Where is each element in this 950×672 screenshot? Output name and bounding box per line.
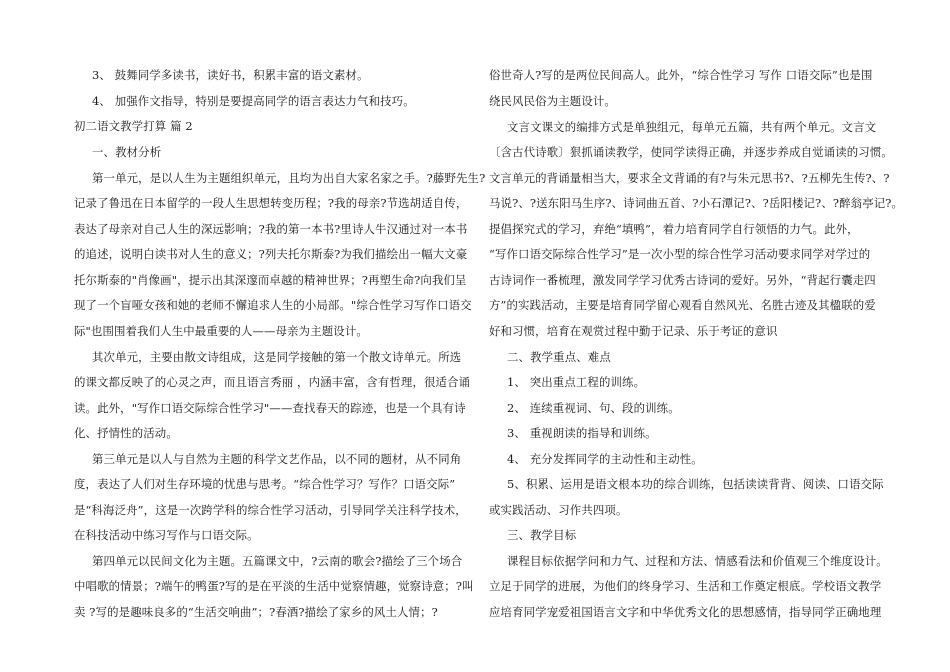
paragraph-line: 俗世奇人?写的是两位民间高人。此外，“综合性学习 写作 口语交际”也是围 [489,68,873,82]
paragraph-line: 提倡探究式的学习，弃绝“填鸭”，着力培育同学自行领悟的力气。此外， [489,222,859,236]
paragraph-line: 托尔斯泰的"肖像画"，提示出其深邃而卓越的精神世界；?再塑生命?向我们呈 [74,273,467,287]
section-title: 初二语文教学打算 篇 2 [74,119,193,133]
paragraph-line: 〔含古代诗歌〕狠抓诵读教学，使同学读得正确，并逐步养成自觉诵读的习惯。 [489,145,893,159]
paragraph-line: 好和习惯，培育在观赏过程中勤于记录、乐于考证的意识 [489,324,778,338]
paragraph-line: 文言单元的背诵量相当大，要求全文背诵的有?与朱元思书?、?五柳先生传?、? [489,171,890,185]
paragraph-line: 记录了鲁迅在日本留学的一段人生思想转变历程；?我的母亲?节选胡适自传， [74,196,468,210]
paragraph-line: 第四单元以民间文化为主题。五篇课文中，?云南的歌会?描绘了三个场合 [92,554,463,568]
paragraph-line: 课程目标依据学问和力气、过程和方法、情感看法和价值观三个维度设计。 [507,554,888,568]
paragraph-line: 绕民风民俗为主题设计。 [489,94,616,108]
list-item-4: 4、 充分发挥同学的主动性和主动性。 [507,452,703,466]
paragraph-line: 马说?、?送东阳马生序?、诗词曲五首、?小石潭记?、?岳阳楼记?、?醉翁亭记?。 [489,196,904,210]
paragraph-line: 在科技活动中练习写作与口语交际。 [74,528,259,542]
paragraph-line: 现了一个盲哑女孩和她的老师不懈追求人生的小局部。"综合性学习写作口语交 [74,298,472,312]
paragraph-line: 文言文课文的编排方式是单独组元，每单元五篇，共有两个单元。文言文 [507,120,877,134]
paragraph-line: 其次单元，主要由散文诗组成，这是同学接触的第一个散文诗单元。所选 [92,350,462,364]
paragraph-line: 的追述，说明白读书对人生的意义；?列夫托尔斯泰?为我们描绘出一幅大文豪 [74,247,468,261]
list-item-3: 3、 重视朗读的指导和训练。 [507,426,657,440]
paragraph-line: 立足于同学的进展，为他们的终身学习、生活和工作奠定根底。学校语文教学 [489,579,882,593]
paragraph-line: 或实践活动、习作共四项。 [489,503,628,517]
paragraph-line: 古诗词作一番梳理，激发同学学习优秀古诗词的爱好。另外，“背起行囊走四 [489,273,876,287]
list-item-1: 1、 突出重点工程的训练。 [507,375,646,389]
paragraph-line: 应培育同学宠爱祖国语言文字和中华优秀文化的思想感情，指导同学正确地理 [489,605,882,619]
list-item-2: 2、 连续重视词、句、段的训练。 [507,401,680,415]
paragraph-line: 的课文都反映了的心灵之声，而且语言秀丽 ，内涵丰富，含有哲理，很适合诵 [74,375,471,389]
paragraph-line: 第三单元是以人与自然为主题的科学文艺作品，以不同的题材，从不同角 [92,452,462,466]
paragraph-line: “写作口语交际综合性学习”是一次小型的综合性学习活动要求同学对学过的 [489,247,871,261]
paragraph-line: 中唱歌的情景；?端午的鸭蛋?写的是在平淡的生活中觉察情趣，觉察诗意；?叫 [74,579,474,593]
heading-key-points: 二、教学重点、难点 [507,350,611,364]
heading-teaching-goals: 三、教学目标 [507,528,577,542]
paragraph-line: 表达了母亲对自己人生的深远影响；?我的第一本书?里诗人牛汉通过对一本书 [74,222,468,236]
list-item-4: 4、 加强作文指导，特别是要提高同学的语言表达力气和技巧。 [92,94,415,108]
paragraph-line: 第一单元，是以人生为主题组织单元，且均为出自大家名家之手。?藤野先生? [92,171,486,185]
paragraph-line: 是“科海泛舟”，这是一次跨学科的综合性学习活动，引导同学关注科学技术， [74,503,467,517]
paragraph-line: 读。此外，"写作口语交际综合性学习"——查找春天的踪迹，也是一个具有诗 [74,401,466,415]
paragraph-line: 度，表达了人们对生存环境的忧患与思考。“综合性学习？写作？口语交际” [74,477,456,491]
heading-textbook-analysis: 一、教材分析 [92,145,162,159]
paragraph-line: 卖 ?写的是趣味良多的“生活交响曲”；?春酒?描绘了家乡的风土人情；? [74,605,438,619]
paragraph-line: 际"也围围着我们人生中最重要的人——母亲为主题设计。 [74,324,368,338]
paragraph-line: 方”的实践活动，主要是培育同学留心观看自然风光、名胜古迹及其楹联的爱 [489,298,876,312]
paragraph-line: 化、抒情性的活动。 [74,426,178,440]
list-item-5: 5、积累、运用是语文根本功的综合训练，包括读读背背、阅读、口语交际 [507,477,884,491]
list-item-3: 3、 鼓舞同学多读书，读好书，积累丰富的语文素材。 [92,68,369,82]
